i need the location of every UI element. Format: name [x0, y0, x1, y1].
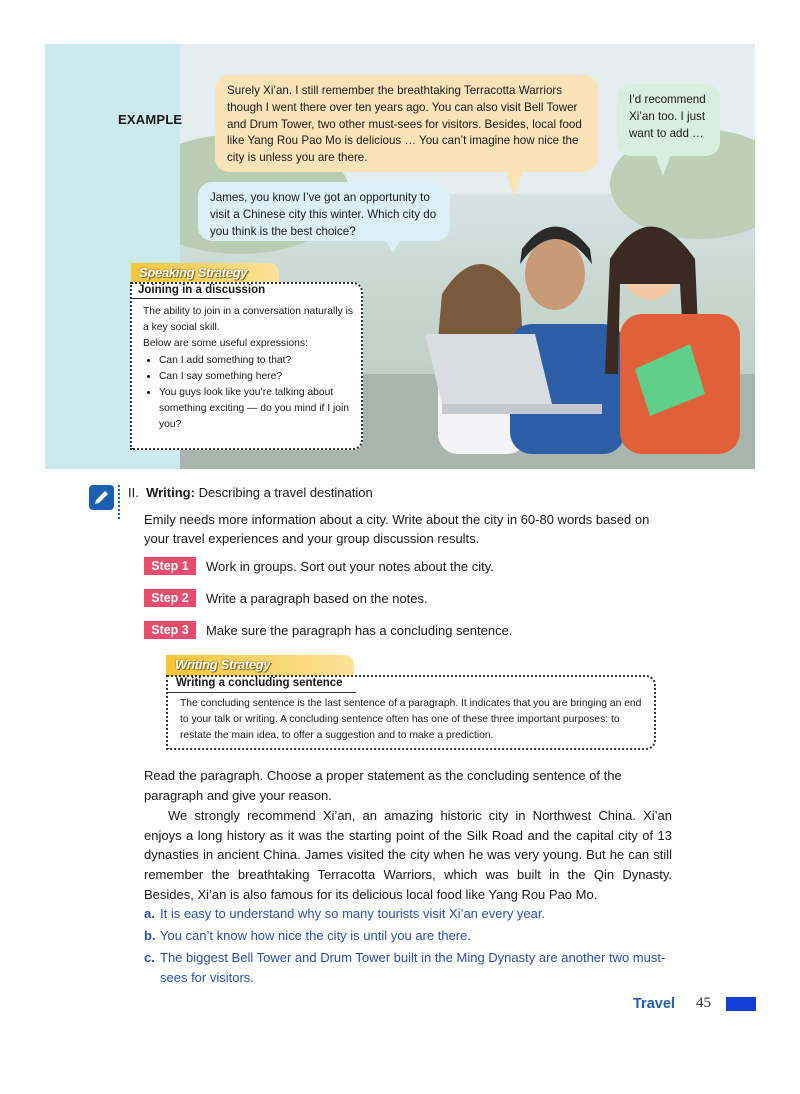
list-item: • Can I say something here?	[159, 369, 358, 385]
step-row	[144, 621, 512, 639]
option-a[interactable]	[144, 904, 674, 924]
speaking-strategy-body	[143, 304, 358, 434]
divider	[166, 692, 356, 693]
task-instruction: Read the paragraph. Choose a proper statement as the concluding sentence of the paragraph and give your reason.	[144, 768, 622, 803]
section-title: Describing a travel destination	[198, 485, 373, 500]
option-text: It is easy to understand why so many tourists visit Xi’an every year.	[160, 906, 546, 921]
option-text: The biggest Bell Tower and Drum Tower built in the Ming Dynasty are another two must-sees for visitors.	[160, 950, 666, 985]
step-text: Write a paragraph based on the notes.	[206, 590, 428, 606]
writing-strategy-title: Writing Strategy	[175, 657, 271, 672]
option-b[interactable]	[144, 926, 674, 946]
step-badge: Step 2	[144, 589, 196, 607]
speech-bubble-orange: Surely Xi’an. I still remember the breathtaking Terracotta Warriors though I went there over ten years ago. You can also visit Bell Tower and Drum Tower, two other must-sees for visitors. Besides, local food like Yang Rou Pao Mo is delicious … You can’t imagine how nice the city is unless you are there.	[215, 75, 598, 172]
list-item: • Can I add something to that?	[159, 353, 358, 369]
writing-intro: Emily needs more information about a city. Write about the city in 60-80 words based on your travel experiences and your group discussion results.	[144, 512, 650, 546]
reading-paragraph: We strongly recommend Xi’an, an amazing historic city in Northwest China. Xi’an enjoys a long history as it was the starting point of the Silk Road and the capital city of 13 dynasties in ancient China. James visited the city when he was very young. But he can still remember the breathtaking Terracotta Warriors, which was built in the Qin Dynasty. Besides, Xi’an is also famous for its delicious local food like Yang Rou Pao Mo.	[144, 808, 672, 902]
expression-list	[143, 353, 358, 434]
step-badge: Step 3	[144, 621, 196, 639]
writing-strategy-body: The concluding sentence is the last sentence of a paragraph. It indicates that you are bringing an end to your talk or writing. A concluding sentence often has one of these three important purposes: to restate the main idea, to offer a suggestion and to make a prediction.	[180, 698, 642, 741]
example-label: EXAMPLE	[118, 112, 183, 127]
speaking-strategy-title: Speaking Strategy	[139, 265, 248, 280]
pencil-icon	[89, 485, 114, 510]
step-text: Make sure the paragraph has a concluding sentence.	[206, 622, 513, 638]
speech-bubble-green: I’d recommend Xi’an too. I just want to add …	[617, 84, 720, 156]
step-row	[144, 557, 494, 575]
step-text: Work in groups. Sort out your notes about the city.	[206, 558, 494, 574]
list-item: • You guys look like you’re talking about something exciting — do you mind if I join you?	[159, 385, 358, 434]
page-number: 45	[696, 995, 711, 1011]
dotted-divider	[118, 485, 120, 519]
section-name: Travel	[633, 996, 675, 1012]
option-label: a.	[144, 906, 155, 921]
section-heading	[128, 485, 373, 500]
option-label: b.	[144, 928, 156, 943]
bubble-tail	[655, 154, 671, 176]
writing-strategy-subtitle: Writing a concluding sentence	[176, 677, 343, 689]
bubble-tail	[385, 239, 401, 253]
speech-bubble-blue: James, you know I’ve got an opportunity to visit a Chinese city this winter. Which city do you think is the best choice?	[198, 182, 450, 241]
option-c[interactable]	[144, 948, 674, 987]
step-row	[144, 589, 428, 607]
section-label: Writing:	[146, 485, 195, 500]
bubble-tail	[505, 170, 523, 198]
divider	[130, 298, 230, 299]
speaking-strategy-intro: Below are some useful expressions:	[143, 338, 308, 350]
page-marker	[726, 997, 756, 1011]
option-text: You can’t know how nice the city is until you are there.	[160, 928, 471, 943]
step-badge: Step 1	[144, 557, 196, 575]
speaking-strategy-intro: The ability to join in a conversation naturally is a key social skill.	[143, 306, 354, 334]
option-label: c.	[144, 950, 155, 965]
speaking-strategy-subtitle: Joining in a discussion	[138, 284, 266, 296]
section-numeral: II.	[128, 485, 139, 500]
